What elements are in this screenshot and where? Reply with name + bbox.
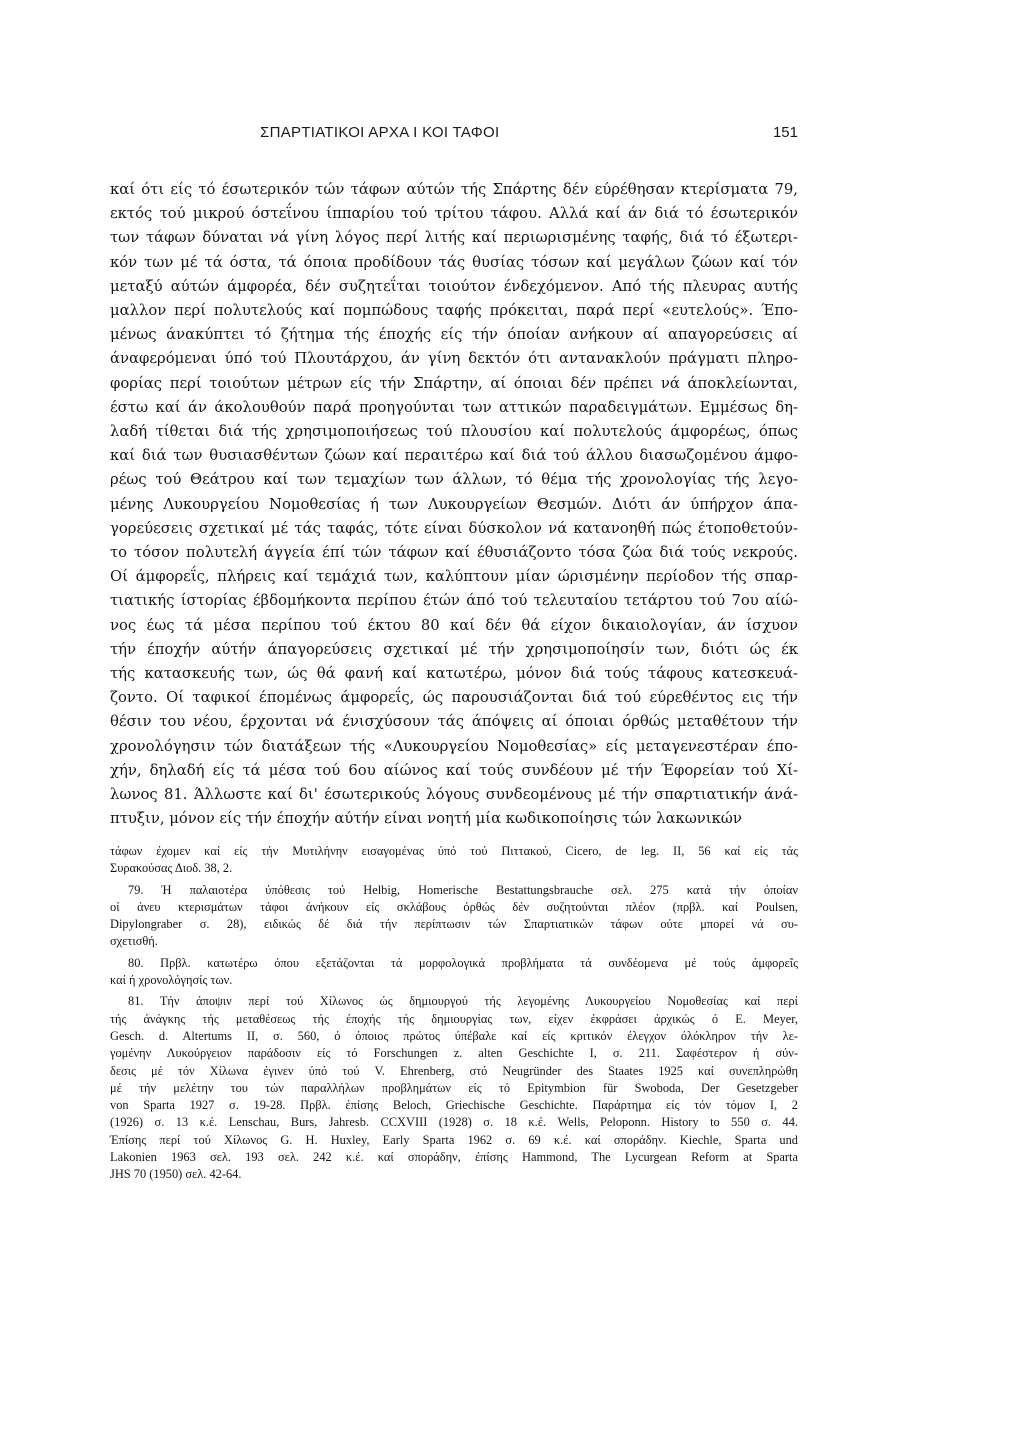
body-line: γορεύεσεις σχετικαί μέ τάς ταφάς, τότε είναι δύσκολον νά κατανοηθή πώς έτοποθετούν- xyxy=(110,519,798,537)
body-line: μένης Λυκουργείου Νομοθεσίας ή των Λυκουργείων Θεσμών. Διότι άν ύπήρχον άπα- xyxy=(110,495,798,513)
footnote-line: τάφων έχομεν καί είς τήν Μυτιλήνην εισαγομένας ύπό τού Πιττακού, Cicero, de leg. II, 56 καί είς τάς xyxy=(110,844,798,858)
body-line: μεταξύ αύτών άμφορέα, δέν συζητεΐται τοιούτον ένδεχόμενον. Από τής πλευρας αυτής xyxy=(110,277,798,295)
body-line: χήν, δηλαδή είς τά μέσα τού 6ου αίώνος καί τούς συνδέουν μέ τήν Έφορείαν τού Χί- xyxy=(110,761,798,779)
footnote-line: (1926) σ. 13 κ.έ. Lenschau, Burs, Jahresb. CCXVIII (1928) σ. 18 κ.έ. Wells, Peloponn. History to 550 σ. 44. xyxy=(110,1115,798,1130)
body-line: φορίας περί τοιούτων μέτρων είς τήν Σπάρτην, αί όποιαι δέν πρέπει νά άποκλείωνται, xyxy=(110,374,798,392)
body-line: Οί άμφορεΐς, πλήρεις καί τεμάχιά των, καλύπτουν μίαν ώρισμένην περίοδον τής σπαρ- xyxy=(110,568,798,586)
body-line: εκτός τού μικρού όστεΐνου ίππαρίου τού τρίτου τάφου. Αλλά καί άν διά τό έσωτερικόν xyxy=(110,205,798,223)
body-line: των τάφων δύναται νά γίνη λόγος περί λιτής καί περιωρισμένης ταφής, διά τό έξωτερι- xyxy=(110,229,798,247)
footnote-line: Dipylongraber σ. 28), ειδικώς δέ διά τήν περίπτωσιν τών Σπαρτιατικών τάφων ούτε μπορεί νά συ- xyxy=(110,917,798,932)
footnote xyxy=(110,993,798,1183)
body-line: το τόσον πολυτελή άγγεία έπί τών τάφων καί έθυσιάζοντο τόσα ζώα διά τούς νεκρούς. xyxy=(110,544,798,562)
page-header xyxy=(110,124,798,146)
page-number: 151 xyxy=(772,124,798,141)
footnote-line: 81. Τήν άποψιν περί τού Χίλωνος ώς δημιουργού τής λεγομένης Λυκουργείου Νομοθεσίας καί περί xyxy=(128,994,798,1009)
footnote-line: JHS 70 (1950) σελ. 42-64. xyxy=(110,1167,242,1182)
footnote-line: von Sparta 1927 σ. 19-28. Πρβλ. έπίσης Beloch, Griechische Geschichte. Παράρτημα είς τόν τόμον I, 2 xyxy=(110,1098,798,1113)
running-title: ΣΠΑΡΤΙΑΤΙΚΟΙ ΑΡΧΑ Ι ΚΟΙ ΤΑΦΟΙ xyxy=(260,124,500,141)
body-line: άναφερόμεναι ύπό τού Πλουτάρχου, άν γίνη δεκτόν ότι αντανακλούν πράγματι πληρο- xyxy=(110,350,798,368)
body-line: έστω καί άν άκολουθούν παρά προηγούνται των αττικών παραδειγμάτων. Εμμέσως δη- xyxy=(110,398,798,416)
body-line: νος έως τά μέσα περίπου τού έκτου 80 καί δέν θά είχον δικαιολογίαν, άν ίσχυον xyxy=(110,616,798,634)
body-line: ρέως τού Θεάτρου καί των τεμαχίων των άλλων, τό θέμα τής χρονολογίας τής λεγο- xyxy=(110,471,798,489)
footnote-line: γομένην Λυκούργειον παράδοσιν είς τό Forschungen z. alten Geschichte I, σ. 211. Σαφέστερον ή σύν- xyxy=(110,1046,798,1061)
footnote xyxy=(110,843,798,878)
body-line: καί διά των θυσιασθέντων ζώων καί περαιτέρω καί διά τού άλλου διασωζομένου άμφο- xyxy=(110,447,798,465)
footnote-line: Συρακούσας Διοδ. 38, 2. xyxy=(110,861,233,876)
body-line: τής κατασκευής των, ώς θά φανή καί κατωτέρω, μόνον διά τούς τάφους κατεσκευά- xyxy=(110,665,798,683)
body-line: μένως άνακύπτει τό ζήτημα τής έποχής είς τήν όποίαν ανήκουν αί απαγορεύσεις αί xyxy=(110,326,798,344)
footnote-line: 79. Ή παλαιοτέρα ύπόθεσις τού Helbig, Homerische Bestattungsbrauche σελ. 275 κατά τήν όποίαν xyxy=(128,882,798,897)
body-line: λαδή τίθεται διά τής χρησιμοποιήσεως τού πλουσίου καί πολυτελούς άμφορέως, όπως xyxy=(110,423,798,441)
body-line: καί ότι είς τό έσωτερικόν τών τάφων αύτών τής Σπάρτης δέν εύρέθησαν κτερίσματα 79, xyxy=(110,181,798,198)
footnote-line: σχετισθή. xyxy=(110,934,158,949)
footnote-line: οί άνευ κτερισμάτων τάφοι άνήκουν είς σκλάβους όρθώς δέν συζητούνται πλέον (πρβλ. καί Poulsen, xyxy=(110,899,798,914)
body-line: λωνος 81. Άλλωστε καί δι' έσωτερικούς λόγους συνδεομένους μέ τήν σπαρτιατικήν άνά- xyxy=(110,786,798,804)
footnote-line: τής άνάγκης τής μεταθέσεως τής έποχής τής δημιουργίας των, είχεν έκφράσει άρχικώς ό Ε. Meyer, xyxy=(110,1011,798,1026)
footnote-line: Έπίσης περί τού Χίλωνος G. H. Huxley, Early Sparta 1962 σ. 69 κ.έ. καί σποράδην. Kiechle, Sparta und xyxy=(110,1132,798,1147)
footnote-line: 80. Πρβλ. κατωτέρω όπου εξετάζονται τά μορφολογικά προβλήματα τά συνδέομενα μέ τούς άμφορεΐς xyxy=(128,955,798,970)
body-line: κόν των μέ τά όστα, τά όποια προδίδουν τάς θυσίας τόσων καί μεγάλων ζώων καί τόν xyxy=(110,253,798,271)
body-line: χρονολόγησιν τών διατάξεων τής «Λυκουργείου Νομοθεσίας» είς μεταγενεστέραν έπο- xyxy=(110,737,798,755)
body-line: τιατικής ίστορίας έβδομήκοντα περίπου έτών άπό τού τελευταίου τετάρτου τού 7ου αίώ- xyxy=(110,592,798,610)
footnotes xyxy=(110,843,798,1184)
footnote-line: δεσις μέ τόν Χίλωνα έγινεν ύπό τού V. Ehrenberg, στό Neugründer des Staates 1925 καί συνεπληρώθη xyxy=(110,1063,798,1078)
body-line: θέσιν του νέου, έρχονται νά ένισχύσουν τάς άπόψεις αί όποιαι όρθώς μεταθέτουν τήν xyxy=(110,713,798,731)
body-line: ζοντο. Οί ταφικοί έπομένως άμφορεΐς, ώς παρουσιάζονται διά τού εύρεθέντος εις τήν xyxy=(110,689,798,707)
footnote-line: μέ τήν μελέτην του τών παραλλήλων προβλημάτων είς τό Epitymbion für Swoboda, Der Gesetzgeber xyxy=(110,1080,798,1095)
footnote-line: Lakonien 1963 σελ. 193 σελ. 242 κ.έ. καί σποράδην, έπίσης Hammond, The Lycurgean Reform at Sparta xyxy=(110,1150,798,1165)
body-line: μαλλον περί πολυτελούς καί πομπώδους ταφής πρόκειται, παρά περί «ευτελούς». Έπο- xyxy=(110,302,798,320)
footnote xyxy=(110,955,798,990)
body-line: πτυξιν, μόνον είς τήν έποχήν αύτήν είναι νοητή μία κωδικοποίησις τών λακωνικών xyxy=(110,810,742,828)
body-line: τήν έποχήν αύτήν άπαγορεύσεις σχετικαί μέ τήν χρησιμοποίησίν των, διότι ώς έκ xyxy=(110,640,798,658)
footnote xyxy=(110,882,798,951)
footnote-line: καί ή χρονολόγησίς των. xyxy=(110,973,233,988)
body-text xyxy=(110,178,798,831)
footnote-line: Gesch. d. Altertums II, σ. 560, ό όποιος πρώτος ύπέβαλε καί είς κριτικόν έλεγχον όλόκληρον τήν λε- xyxy=(110,1028,798,1043)
